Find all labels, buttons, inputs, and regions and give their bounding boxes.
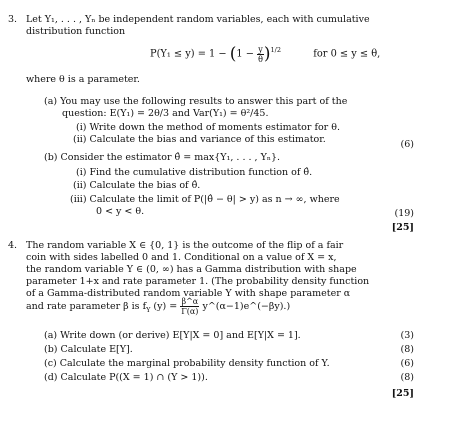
q3a-line2: question: E(Y₁) = 2θ/3 and Var(Y₁) = θ²/45. (62, 108, 269, 119)
q4-line: the random variable Y ∈ (0, ∞) has a Gamma distribution with shape (26, 264, 357, 275)
q3-intro-line1: Let Y₁, . . . , Yₙ be independent random variables, each with cumulative (26, 14, 370, 25)
q4-line: of a Gamma-distributed random variable Y with shape parameter α (26, 288, 351, 299)
q3a-i: (i) Write down the method of moments estimator for θ. (76, 122, 340, 133)
q3a-line1: (a) You may use the following results to answer this part of the (44, 96, 348, 107)
q4-pdf-fraction: $\frac{\beta\^{}\alpha}{\Gamma(\alpha)}$ (181, 297, 199, 316)
q4b-text: (b) Calculate E[Y]. (44, 344, 133, 355)
q4-gamma-pdf: and rate parameter β is $f_Y$ (y) = $\frac{\beta\^{}\alpha}{\Gamma(\alpha)}$ y^(α−1)e^(−βy).) (26, 297, 291, 316)
q3-formula-fraction: $\frac{y}{\theta}$ (258, 44, 263, 64)
q4-rate-line: and rate parameter β is f (26, 301, 147, 312)
q3-formula-exponent: 1/2 (270, 46, 281, 55)
q4-rate-end: y^(α−1)e^(−βy).) (202, 301, 291, 312)
q3-number: 3. (8, 14, 18, 25)
q3-total: [25] (391, 222, 414, 233)
q4c-marks: (6) (400, 358, 414, 369)
q3b-ii: (ii) Calculate the bias of θ̂. (73, 180, 201, 191)
q4-number: 4. (8, 240, 18, 251)
q3-formula-lhs: P(Y₁ ≤ y) = 1 − (150, 48, 227, 60)
q3b-iii-line1: (iii) Calculate the limit of P(|θ̂ − θ| > y) as n → ∞, where (70, 194, 340, 205)
q3-formula-inner: 1 − (236, 48, 254, 60)
q4b-marks: (8) (400, 344, 414, 355)
q4-line: parameter 1+x and rate parameter 1. (The probability density function (26, 276, 370, 287)
q3a-marks: (6) (400, 139, 414, 150)
q3b-i: (i) Find the cumulative distribution function of θ̂. (76, 167, 313, 178)
q4-line: coin with sides labelled 0 and 1. Conditional on a value of X = x, (26, 252, 337, 263)
q4d-text: (d) Calculate P((X = 1) ∩ (Y > 1)). (44, 372, 208, 383)
q4a-marks: (3) (400, 330, 414, 341)
q4-total: [25] (391, 388, 414, 399)
q4d-marks: (8) (400, 372, 414, 383)
q3-formula-range: for 0 ≤ y ≤ θ, (313, 48, 381, 60)
q4c-text: (c) Calculate the marginal probability density function of Y. (44, 358, 330, 369)
q4-line: The random variable X ∈ {0, 1} is the outcome of the flip of a fair (26, 240, 344, 251)
q3b-marks: (19) (394, 208, 414, 219)
q3-cdf-formula: P(Y₁ ≤ y) = 1 − (1 − $\frac{y}{\theta}$ )$^{1/2}$ for 0 ≤ y ≤ θ, (150, 44, 381, 64)
q4a-text: (a) Write down (or derive) E[Y|X = 0] and E[Y|X = 1]. (44, 330, 301, 341)
q3b-iii-line2: 0 < y < θ. (96, 206, 145, 217)
q3a-ii: (ii) Calculate the bias and variance of this estimator. (73, 134, 326, 145)
q3b-line: (b) Consider the estimator θ̂ = max{Y₁, . . . , Yₙ}. (44, 152, 281, 163)
q3-param-line: where θ is a parameter. (26, 74, 140, 85)
q3-intro-line2: distribution function (26, 26, 126, 37)
